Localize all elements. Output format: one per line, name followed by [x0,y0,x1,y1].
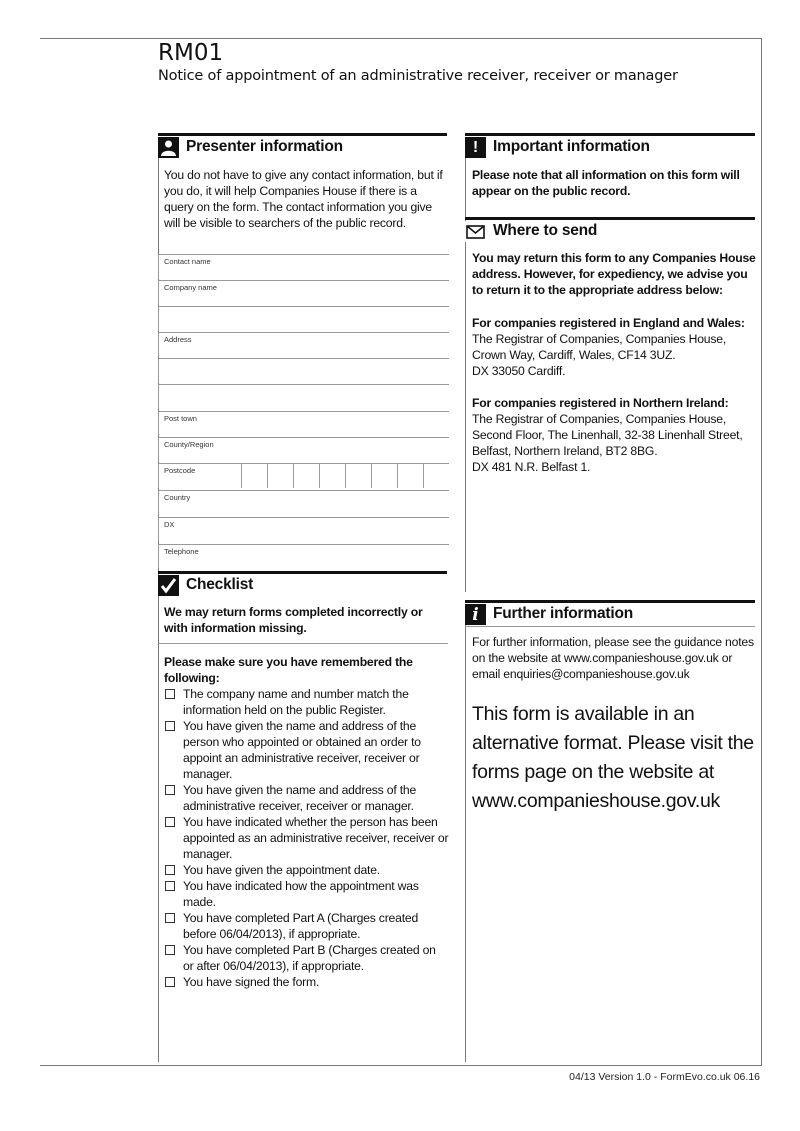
checklist-item [164,686,449,718]
checklist-item [164,782,449,814]
envelope-icon [465,221,486,242]
form-title: Notice of appointment of an administrative receiver, receiver or manager [158,68,678,84]
where-to-send-heading [465,217,755,244]
mid-column-rule-bottom [465,624,466,1062]
ew-address-line: DX 33050 Cardiff. [472,364,566,378]
ew-address-line: The Registrar of Companies, Companies House, [472,332,727,346]
ew-address-line: Crown Way, Cardiff, Wales, CF14 3UZ. [472,348,676,362]
important-heading-title: Important information [493,138,650,155]
checklist-item-text: You have given the name and address of the person who appointed or obtained an order to appoint an administrative receiver, receiver or manager. [183,719,421,781]
ew-heading: For companies registered in England and Wales: [472,316,745,330]
address-label: Address [164,335,192,344]
further-text: For further information, please see the guidance notes on the website at www.companieshouse.gov.uk or email enquiries@companieshouse.gov.uk [472,635,754,681]
important-text: Please note that all information on this form will appear on the public record. [472,168,740,198]
footer-version: 04/13 Version 1.0 - FormEvo.co.uk 06.16 [569,1071,760,1083]
ni-address-line: DX 481 N.R. Belfast 1. [472,460,591,474]
top-rule [40,38,762,39]
telephone-field[interactable] [158,544,449,569]
further-divider [465,626,755,627]
presenter-intro: You do not have to give any contact information, but if you do, it will help Companies House if there is a query on the form. The contact information you give will be visible to searchers of the public record. [164,168,443,230]
checklist-divider [158,643,448,644]
checkbox[interactable] [165,913,175,923]
company-name-field-2[interactable] [158,306,449,331]
exclamation-icon: ! [465,137,486,158]
postcode-box[interactable] [267,464,292,488]
postcode-box[interactable] [397,464,422,488]
where-to-send-body [472,250,758,475]
address-field[interactable] [158,332,449,357]
checklist-item-text: You have given the name and address of the administrative receiver, receiver or manager. [183,783,417,813]
checkbox[interactable] [165,865,175,875]
checkbox[interactable] [165,721,175,731]
postcode-label: Postcode [164,466,196,475]
postcode-box[interactable] [319,464,344,488]
contact-name-field[interactable] [158,254,449,279]
county-label: County/Region [164,440,214,449]
postcode-box[interactable] [241,464,266,488]
checklist-item [164,910,449,942]
checklist-item [164,974,449,990]
checkbox[interactable] [165,785,175,795]
info-icon: i [465,604,486,625]
ni-address-line: Second Floor, The Linenhall, 32-38 Linenhall Street, [472,428,743,442]
dx-field[interactable] [158,517,449,542]
ni-heading: For companies registered in Northern Ireland: [472,396,729,410]
checklist-item-text: You have indicated whether the person has been appointed as an administrative receiver, receiver or manager. [183,815,449,861]
checkbox[interactable] [165,817,175,827]
checklist-warning: We may return forms completed incorrectly or with information missing. [164,605,423,635]
checklist-heading [158,571,447,598]
county-field[interactable] [158,437,449,462]
contact-name-label: Contact name [164,257,211,266]
checkmark-icon [158,575,179,596]
ni-address-line: Belfast, Northern Ireland, BT2 8BG. [472,444,658,458]
alternative-format-notice: This form is available in an alternative format. Please visit the forms page on the website at www.companieshouse.gov.uk [472,703,754,812]
checkbox[interactable] [165,689,175,699]
checkbox[interactable] [165,881,175,891]
postcode-box[interactable] [345,464,370,488]
checklist-item [164,878,449,910]
person-icon [158,137,179,158]
checkbox[interactable] [165,945,175,955]
company-name-field[interactable] [158,280,449,305]
ni-address-line: The Registrar of Companies, Companies House, [472,412,727,426]
checklist-item-text: You have indicated how the appointment was made. [183,879,419,909]
postcode-field[interactable] [158,463,449,488]
checkbox[interactable] [165,977,175,987]
checklist-item-text: You have completed Part B (Charges created on or after 06/04/2013), if appropriate. [183,943,436,973]
checklist-item-text: The company name and number match the information held on the public Register. [183,687,409,717]
postcode-box[interactable] [371,464,396,488]
country-field[interactable] [158,490,449,515]
checklist-body [164,654,449,990]
where-to-send-heading-title: Where to send [493,222,598,239]
right-rule [761,38,762,1066]
where-to-send-intro: You may return this form to any Companies House address. However, for expediency, we advise you to return it to the appropriate address below: [472,251,756,297]
checklist-item-text: You have signed the form. [183,975,320,989]
presenter-heading-title: Presenter information [186,138,343,155]
checklist-item-text: You have completed Part A (Charges created before 06/04/2013), if appropriate. [183,911,419,941]
address-field-2[interactable] [158,358,449,383]
checklist-item [164,718,449,782]
form-code: RM01 [158,40,224,66]
checklist-item [164,942,449,974]
bottom-rule [40,1065,762,1066]
company-name-label: Company name [164,283,217,292]
checklist-items [164,686,449,990]
further-heading-title: Further information [493,605,633,622]
further-heading [465,600,755,627]
post-town-field[interactable] [158,411,449,436]
address-field-3[interactable] [158,384,449,409]
checklist-item [164,814,449,862]
important-heading [465,133,755,160]
dx-label: DX [164,520,175,529]
checklist-intro: Please make sure you have remembered the following: [164,655,413,685]
presenter-heading [158,133,447,160]
checklist-item [164,862,449,878]
checklist-item-text: You have given the appointment date. [183,863,380,877]
postcode-box[interactable] [423,464,448,488]
postcode-box[interactable] [293,464,318,488]
checklist-heading-title: Checklist [186,576,254,593]
country-label: Country [164,493,191,502]
telephone-label: Telephone [164,547,199,556]
post-town-label: Post town [164,414,197,423]
